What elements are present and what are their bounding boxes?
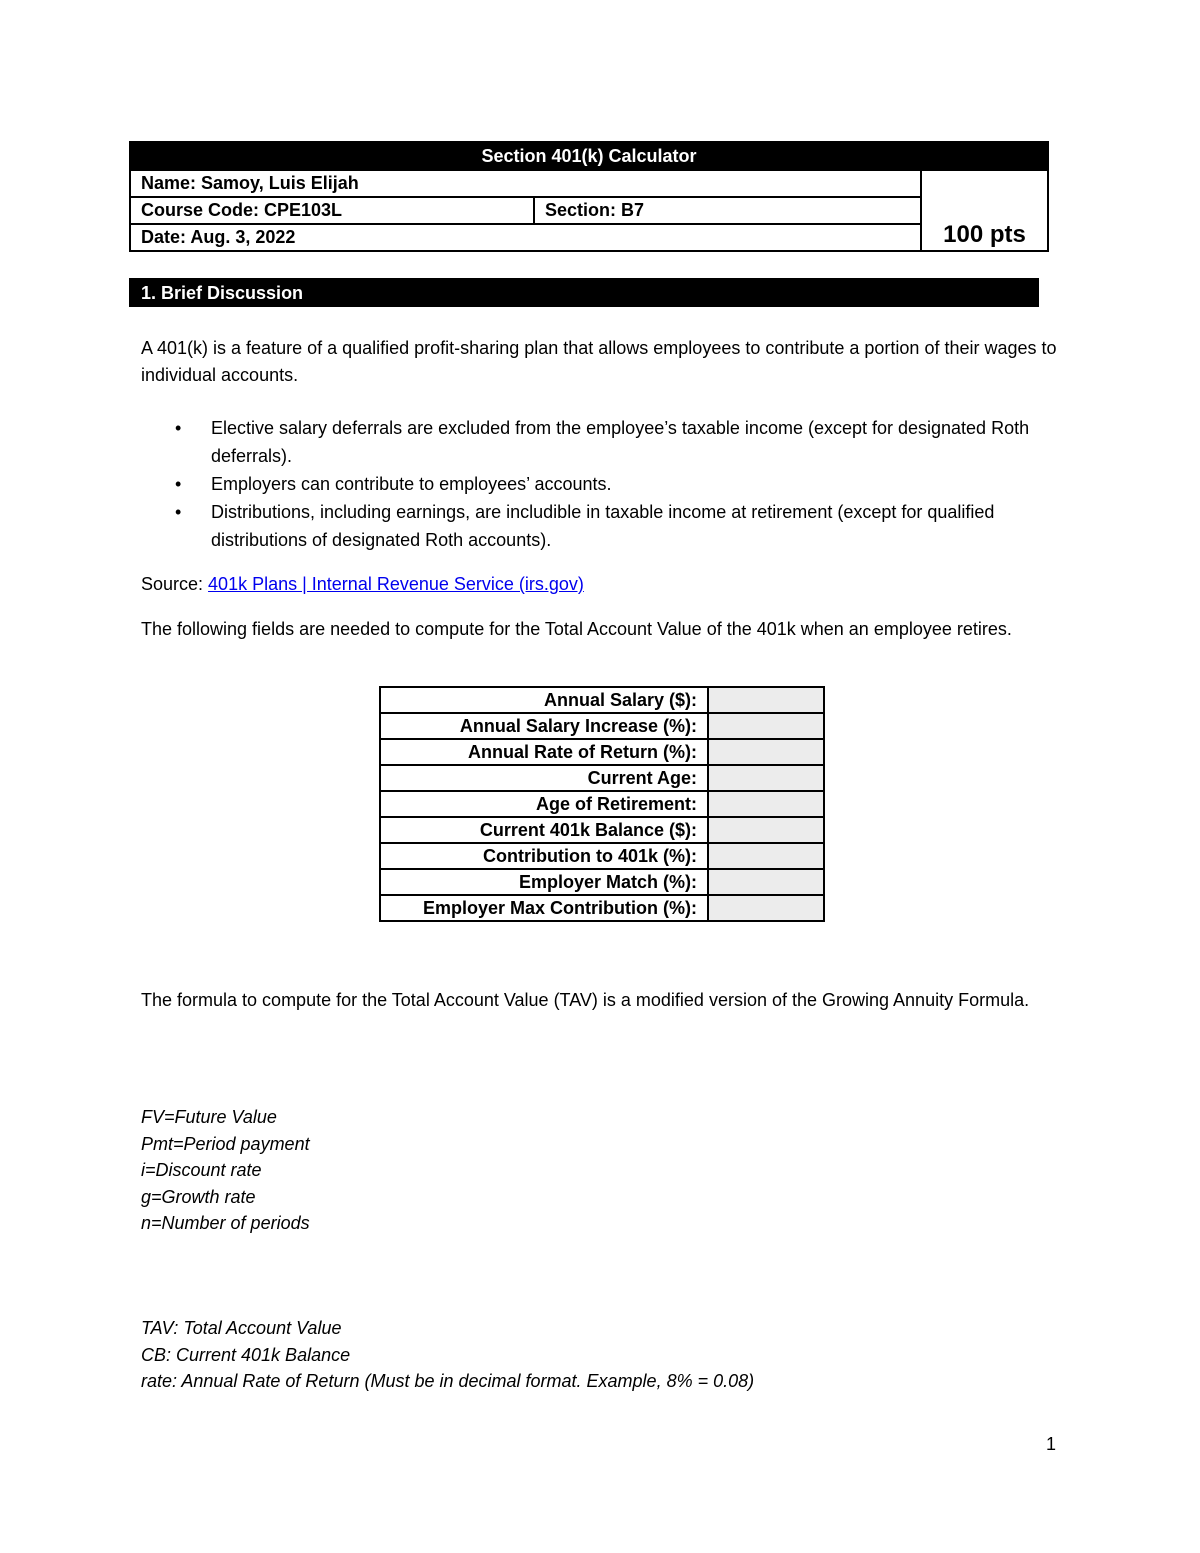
course-code: Course Code: CPE103L [130,197,534,224]
date: Date: Aug. 3, 2022 [130,224,921,251]
list-item: n=Number of periods [141,1213,310,1233]
field-value[interactable] [708,687,824,713]
field-value[interactable] [708,843,824,869]
table-row [380,869,824,895]
field-label: Annual Rate of Return (%): [380,739,708,765]
bullet-text: Elective salary deferrals are excluded from the employee’s taxable income (except for designated Roth deferrals). [211,418,1030,466]
field-label: Annual Salary Increase (%): [380,713,708,739]
bullet-text: Employers can contribute to employees’ accounts. [211,474,612,494]
bullet-text: Distributions, including earnings, are includible in taxable income at retirement (except for qualified distributions of designated Roth accounts). [211,502,995,550]
table-row [380,739,824,765]
field-label: Age of Retirement: [380,791,708,817]
field-label: Employer Match (%): [380,869,708,895]
table-row [380,895,824,921]
field-value[interactable] [708,869,824,895]
student-name: Name: Samoy, Luis Elijah [130,170,921,197]
list-item: rate: Annual Rate of Return (Must be in decimal format. Example, 8% = 0.08) [141,1371,755,1391]
list-item [141,414,1071,470]
section-code: Section: B7 [534,197,921,224]
source-line [141,571,1071,598]
field-value[interactable] [708,895,824,921]
list-item [141,498,1071,554]
source-link[interactable]: 401k Plans | Internal Revenue Service (irs.gov) [208,574,584,594]
input-fields-table [379,686,825,922]
bullet-icon: • [175,474,182,494]
formula-intro: The formula to compute for the Total Account Value (TAV) is a modified version of the Growing Annuity Formula. [141,990,1030,1010]
list-item: Pmt=Period payment [141,1133,310,1154]
field-label: Employer Max Contribution (%): [380,895,708,921]
table-row [380,687,824,713]
field-label: Annual Salary ($): [380,687,708,713]
table-row [380,817,824,843]
bullet-list [141,414,1071,554]
header-table [129,141,1049,252]
list-item: FV=Future Value [141,1107,277,1127]
table-row [380,843,824,869]
field-value[interactable] [708,817,824,843]
page-number: 1 [1046,1434,1057,1454]
list-item: g=Growth rate [141,1186,256,1207]
document-title: Section 401(k) Calculator [130,142,1048,170]
field-label: Current 401k Balance ($): [380,817,708,843]
list-item: CB: Current 401k Balance [141,1344,351,1365]
field-value[interactable] [708,765,824,791]
source-label: Source: [141,574,209,594]
table-row [380,765,824,791]
fields-intro: The following fields are needed to compute for the Total Account Value of the 401k when an employee retires. [141,619,1012,639]
field-value[interactable] [708,739,824,765]
points-cell: 100 pts [921,170,1048,251]
bullet-icon: • [175,418,182,438]
list-item: i=Discount rate [141,1160,262,1180]
table-row [380,791,824,817]
field-value[interactable] [708,713,824,739]
list-item [141,470,1071,498]
bullet-icon: • [175,502,182,522]
variable-definitions [141,1104,310,1237]
table-row [380,713,824,739]
field-label: Current Age: [380,765,708,791]
field-value[interactable] [708,791,824,817]
field-label: Contribution to 401k (%): [380,843,708,869]
section-heading: 1. Brief Discussion [129,278,1039,307]
list-item: TAV: Total Account Value [141,1318,342,1338]
tav-definitions [141,1315,754,1395]
intro-paragraph: A 401(k) is a feature of a qualified profit-sharing plan that allows employees to contribute a portion of their wages to individual accounts. [141,338,1057,385]
